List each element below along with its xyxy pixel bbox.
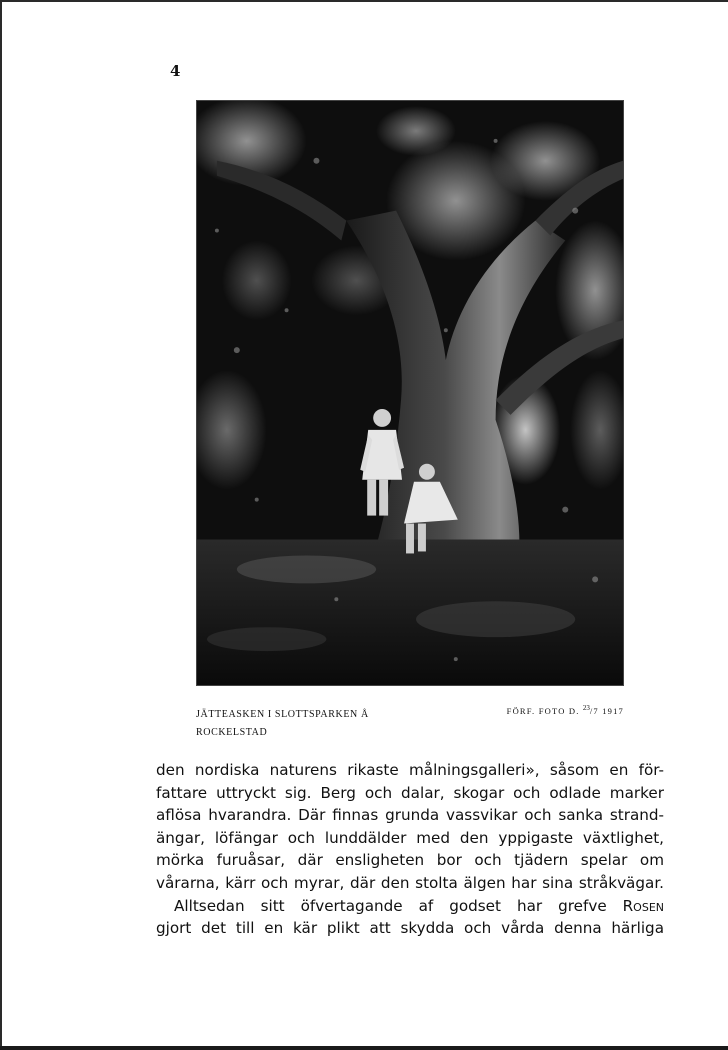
name-rosen: Rosen <box>622 896 664 915</box>
photo-credit <box>478 704 624 716</box>
body-line-4: ängar, löfängar och lunddälder med den yppigaste växtlighet, <box>156 828 664 847</box>
body-line-1: den nordiska naturens rikaste målningsgalleri», såsom en för- <box>156 761 664 779</box>
figure-caption <box>196 706 436 742</box>
credit-month: /7 <box>589 705 599 716</box>
credit-day: 23 <box>582 704 590 712</box>
body-line-6: vårarna, kärr och myrar, där den stolta älgen har sina stråkvägar. <box>156 873 664 892</box>
page-number: 4 <box>170 62 181 80</box>
body-line-3: aflösa hvarandra. Där finnas grunda vassvikar och sanka strand- <box>156 806 664 825</box>
body-line-8: gjort det till en kär plikt att skydda och vårda denna härliga <box>156 919 664 938</box>
scan-border-bottom <box>0 1046 728 1050</box>
scan-border-top <box>0 0 728 2</box>
body-line-2: fattare uttryckt sig. Berg och dalar, skogar och odlade marker <box>156 783 664 802</box>
scan-border-left <box>0 0 2 1050</box>
caption-line-2: ROCKELSTAD <box>196 727 268 738</box>
credit-prefix: FÖRF. FOTO D. <box>506 705 583 716</box>
body-text <box>156 759 664 940</box>
body-line-7 <box>156 895 664 918</box>
credit-year: 1917 <box>598 705 624 716</box>
photo-illustration <box>197 101 623 685</box>
caption-line-1: JÄTTEASKEN I SLOTTSPARKEN Å <box>196 709 369 720</box>
body-line-5: mörka furuåsar, där ensligheten bor och tjädern spelar om <box>156 851 664 870</box>
photograph-giant-ash-tree <box>196 100 624 686</box>
body-line-7-text: Alltsedan sitt öfvertagande af godset har grefve <box>174 896 623 915</box>
